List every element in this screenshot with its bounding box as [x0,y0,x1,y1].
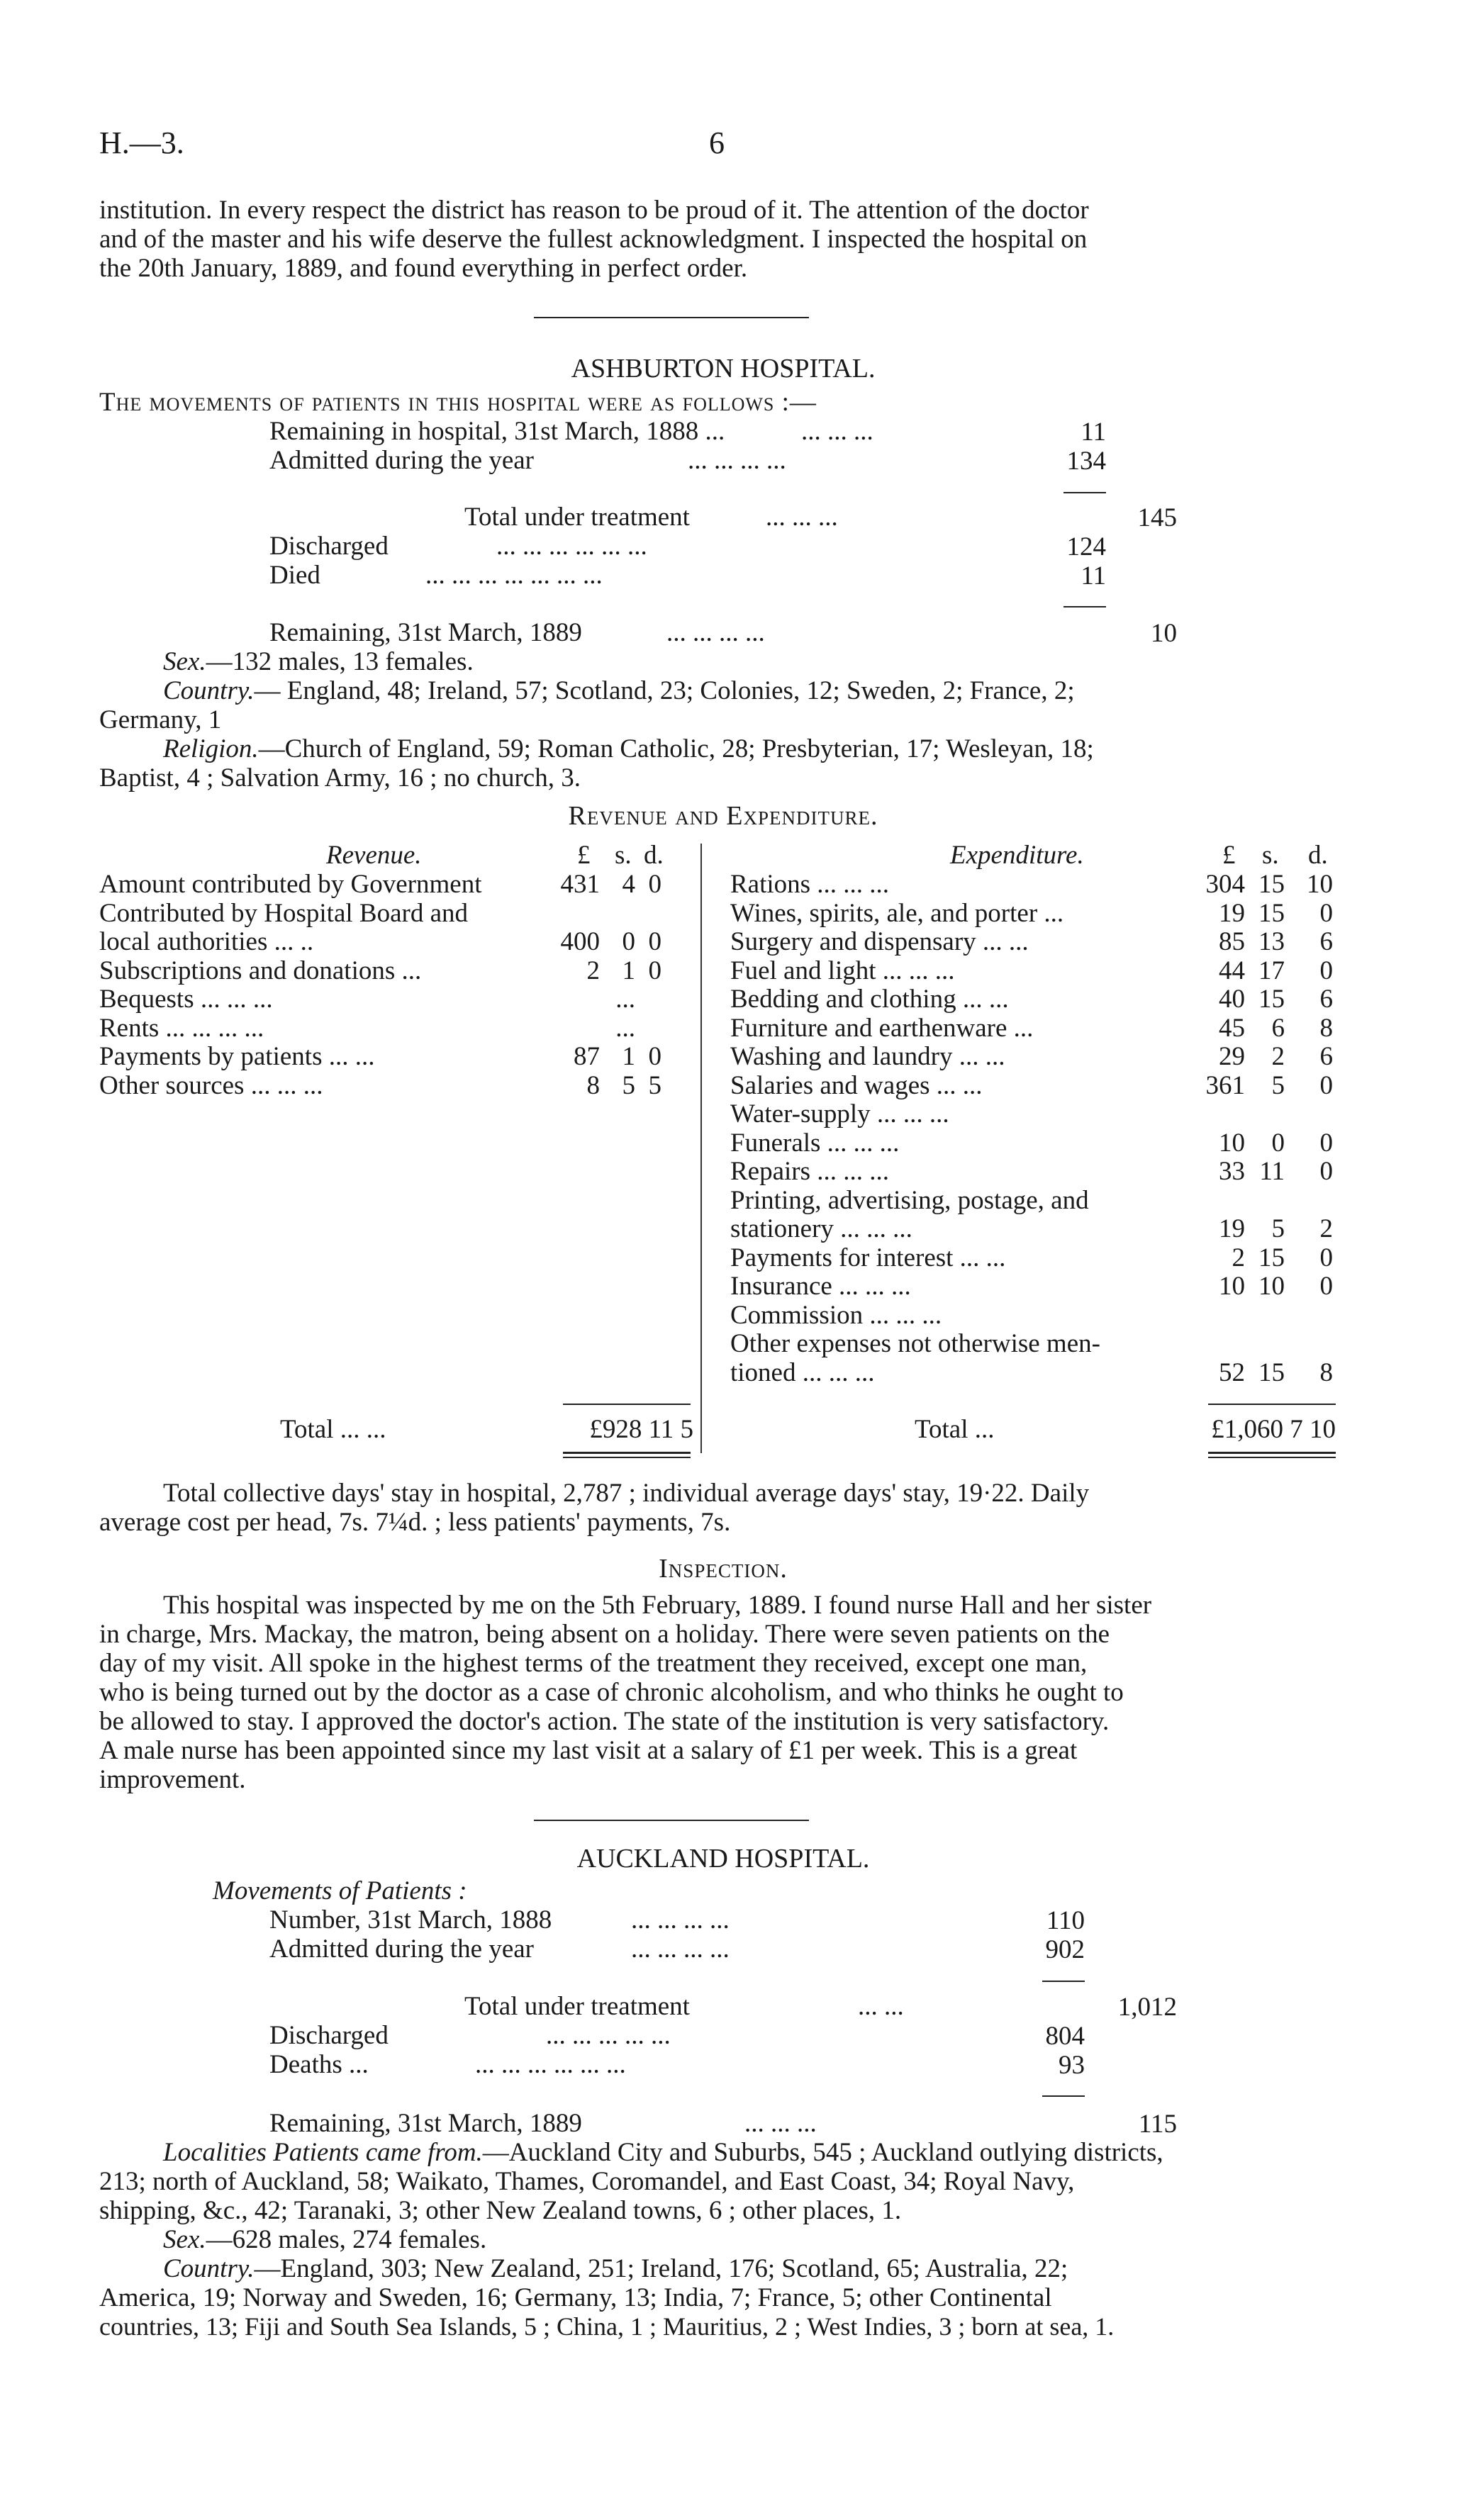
localities-line [99,2138,1347,2167]
country-line [99,2254,1347,2283]
revenue-item-label: Amount contributed by Government [99,870,482,899]
revenue-item-label: Bequests ... ... ... [99,985,273,1014]
religion-text: Baptist, 4 ; Salvation Army, 16 ; no church, 3. [99,763,581,793]
expenditure-item-pounds: 19 [1219,898,1245,928]
movements-intro: The movements of patients in this hospital were as follows :— [99,388,817,417]
revenue-item-pounds: 87 [574,1042,600,1071]
movement-dots: ... ... ... ... [631,1934,730,1964]
expenditure-item-pounds: 10 [1219,1128,1245,1158]
expenditure-item-pounds: 45 [1219,1013,1245,1043]
revenue-item-label: Rents ... ... ... ... [99,1013,264,1043]
intro-line: institution. In every respect the district has reason to be proud of it. The attention of the doctor [99,196,1089,225]
expenditure-item-label: tioned ... ... ... [730,1357,875,1387]
expenditure-item-label: Salaries and wages ... ... [730,1070,983,1100]
remaining-dots: ... ... ... [744,2109,817,2138]
expenditure-item-pounds: 29 [1219,1042,1245,1071]
expenditure-item-shillings: 17 [1258,956,1285,985]
sum-rule [1208,1404,1336,1405]
sum-rule [1063,492,1106,493]
revenue-item-label: Contributed by Hospital Board and [99,898,468,928]
total-dots: ... ... [858,1992,904,2021]
expenditure-item-shillings: 5 [1271,1214,1285,1243]
expenditure-item-label: Bedding and clothing ... ... [730,985,1009,1014]
revenue-heading: Revenue. [326,841,422,870]
rev-exp-title: Revenue and Expenditure. [568,801,878,831]
expenditure-item-label: stationery ... ... ... [730,1214,912,1243]
expenditure-item-pounds: 44 [1219,956,1245,985]
movements-heading: Movements of Patients : [213,1876,467,1905]
expenditure-item-pence: 2 [1319,1214,1333,1243]
movement-dots: ... ... ... ... ... ... ... [425,561,603,590]
revenue-item-pounds: 431 [560,870,600,899]
country-text: America, 19; Norway and Sweden, 16; Germany, 13; India, 7; France, 5; other Continental [99,2283,1052,2312]
expenditure-item-pence: 0 [1319,1128,1333,1158]
expenditure-item-pence: 0 [1319,1157,1333,1186]
days-stay-line: average cost per head, 7s. 7¼d. ; less patients' payments, 7s. [99,1508,731,1537]
expenditure-item-pence: 0 [1319,898,1333,928]
movement-label: Number, 31st March, 1888 [269,1905,552,1934]
expenditure-total-label: Total ... [915,1415,995,1444]
expenditure-item-shillings: 15 [1258,1243,1285,1272]
expenditure-item-label: Rations ... ... ... [730,870,890,899]
document-code: H.—3. [99,125,184,160]
movement-value: 11 [1081,561,1106,590]
movement-dots: ... ... ... ... ... ... [496,532,647,561]
localities-label: Localities Patients came from. [163,2138,483,2167]
sum-rule [563,1404,691,1405]
country-line [99,676,1347,705]
expenditure-item-label: Printing, advertising, postage, and [730,1185,1089,1215]
expenditure-item-label: Surgery and dispensary ... ... [730,927,1029,956]
expenditure-item-label: Wines, spirits, ale, and porter ... [730,898,1064,928]
inspection-title: Inspection. [659,1554,788,1584]
expenditure-item-label: Water-supply ... ... ... [730,1099,949,1129]
intro-line: and of the master and his wife deserve the fullest acknowledgment. I inspected the hospital on [99,225,1088,254]
expenditure-item-pence: 8 [1319,1357,1333,1387]
movement-dots: ... ... ... ... [631,1905,730,1934]
movement-value: 134 [1066,447,1106,476]
country-text: —England, 303; New Zealand, 251; Ireland, 176; Scotland, 65; Australia, 22; [254,2254,1068,2283]
expenditure-item-pence: 6 [1319,985,1333,1014]
sex-line [163,647,474,676]
section-divider [534,317,809,318]
col-pounds: £ [1222,841,1236,870]
movement-label: Remaining in hospital, 31st March, 1888 ... [269,417,725,446]
movement-value: 11 [1081,418,1106,447]
expenditure-item-pence: 0 [1319,1243,1333,1272]
expenditure-item-shillings: 0 [1271,1128,1285,1158]
section-title: AUCKLAND HOSPITAL. [576,1844,870,1874]
country-text: Germany, 1 [99,705,222,734]
inspection-line: be allowed to stay. I approved the doctor's action. The state of the institution is very satisfactory. [99,1707,1110,1736]
inspection-line: day of my visit. All spoke in the highest terms of the treatment they received, except one man, [99,1649,1088,1678]
revenue-item-label: Other sources ... ... ... [99,1070,323,1100]
expenditure-item-label: Payments for interest ... ... [730,1243,1006,1272]
col-pounds: £ [577,841,591,870]
expenditure-item-shillings: 5 [1271,1070,1285,1100]
expenditure-item-pence: 8 [1319,1013,1333,1043]
expenditure-item-shillings: 15 [1258,985,1285,1014]
sum-rule [1063,606,1106,607]
revenue-item-label: local authorities ... .. [99,927,314,956]
revenue-item-shillings: ... [615,985,635,1014]
document-page [99,0,1347,2520]
movement-label: Died [269,561,320,590]
expenditure-item-shillings: 15 [1258,870,1285,899]
expenditure-item-pounds: 40 [1219,985,1245,1014]
revenue-item-pounds: 2 [586,956,600,985]
expenditure-item-shillings: 2 [1271,1042,1285,1071]
section-title: ASHBURTON HOSPITAL. [571,354,876,383]
col-pence: d. [1308,841,1328,870]
movement-value: 93 [1059,2051,1085,2080]
expenditure-total: £1,060 7 10 [1211,1415,1336,1444]
intro-line: the 20th January, 1889, and found everything in perfect order. [99,254,748,283]
revenue-item-shillings: ... [615,1013,635,1043]
expenditure-item-label: Fuel and light ... ... ... [730,956,955,985]
localities-text: shipping, &c., 42; Taranaki, 3; other New Zealand towns, 6 ; other places, 1. [99,2196,902,2225]
expenditure-item-pence: 6 [1319,927,1333,956]
revenue-item-shillings: 5 [622,1070,635,1100]
sex-label: Sex. [163,647,206,676]
religion-line [99,734,1347,763]
revenue-item-label: Payments by patients ... ... [99,1042,375,1071]
movement-label: Deaths ... [269,2050,369,2079]
religion-label: Religion. [163,734,259,763]
sex-text: —132 males, 13 females. [206,647,474,676]
movement-value: 110 [1046,1906,1085,1935]
expenditure-item-shillings: 6 [1271,1013,1285,1043]
revenue-item-shillings: 4 [622,870,635,899]
expenditure-item-shillings: 13 [1258,927,1285,956]
double-rule [563,1457,691,1458]
expenditure-item-shillings: 15 [1258,898,1285,928]
remaining-label: Remaining, 31st March, 1889 [269,2109,582,2138]
expenditure-item-pounds: 304 [1205,870,1245,899]
expenditure-item-label: Commission ... ... ... [730,1300,942,1330]
expenditure-item-pounds: 85 [1219,927,1245,956]
column-divider [700,844,702,1453]
revenue-total: £928 11 5 [589,1415,693,1444]
localities-text: 213; north of Auckland, 58; Waikato, Thames, Coromandel, and East Coast, 34; Royal Navy, [99,2167,1075,2196]
expenditure-item-pounds: 19 [1219,1214,1245,1243]
movement-dots: ... ... ... ... [688,446,786,475]
revenue-item-pence: 0 [648,870,661,899]
expenditure-item-label: Washing and laundry ... ... [730,1042,1005,1071]
movement-label: Discharged [269,2021,389,2050]
remaining-value: 10 [1151,619,1177,648]
expenditure-item-pounds: 10 [1219,1272,1245,1301]
expenditure-item-shillings: 15 [1258,1357,1285,1387]
expenditure-item-pence: 6 [1319,1042,1333,1071]
country-text: — England, 48; Ireland, 57; Scotland, 23; Colonies, 12; Sweden, 2; France, 2; [254,676,1075,705]
country-text: countries, 13; Fiji and South Sea Islands, 5 ; China, 1 ; Mauritius, 2 ; West Indies, 3 ; born at sea, 1. [99,2312,1115,2341]
inspection-line: A male nurse has been appointed since my last visit at a salary of £1 per week. This is a great [99,1736,1078,1765]
sex-line [163,2225,486,2254]
remaining-label: Remaining, 31st March, 1889 [269,618,582,647]
country-label: Country. [163,676,255,705]
expenditure-item-pounds: 33 [1219,1157,1245,1186]
movement-dots: ... ... ... [801,417,873,446]
expenditure-item-pence: 0 [1319,956,1333,985]
country-label: Country. [163,2254,255,2283]
revenue-item-pence: 5 [648,1070,661,1100]
expenditure-item-label: Funerals ... ... ... [730,1128,900,1158]
double-rule [1208,1452,1336,1454]
revenue-item-pence: 0 [648,956,661,985]
col-pence: d. [644,841,664,870]
section-divider [534,1820,809,1821]
movement-label: Admitted during the year [269,1934,534,1964]
total-value: 145 [1137,503,1177,532]
sex-text: —628 males, 274 females. [206,2225,487,2254]
double-rule [1208,1457,1336,1458]
revenue-item-shillings: 1 [622,956,635,985]
revenue-item-label: Subscriptions and donations ... [99,956,422,985]
movement-value: 124 [1066,532,1106,561]
expenditure-item-label: Furniture and earthenware ... [730,1013,1034,1043]
inspection-line: improvement. [99,1765,246,1794]
total-dots: ... ... ... [766,503,838,532]
total-label: Total under treatment [464,503,690,532]
localities-text: —Auckland City and Suburbs, 545 ; Auckland outlying districts, [482,2138,1163,2167]
movement-dots: ... ... ... ... ... ... [475,2050,626,2079]
revenue-item-pounds: 8 [586,1070,600,1100]
expenditure-item-label: Other expenses not otherwise men- [730,1329,1100,1358]
expenditure-item-pence: 0 [1319,1070,1333,1100]
expenditure-item-label: Insurance ... ... ... [730,1272,911,1301]
revenue-item-pence: 0 [648,927,661,956]
revenue-item-shillings: 1 [622,1042,635,1071]
expenditure-item-shillings: 11 [1259,1157,1285,1186]
sum-rule [1042,1981,1085,1982]
movement-value: 902 [1045,1935,1085,1964]
expenditure-item-label: Repairs ... ... ... [730,1157,890,1186]
movement-label: Admitted during the year [269,446,534,475]
remaining-dots: ... ... ... ... [666,618,765,647]
col-shillings: s. [1262,841,1279,870]
movement-label: Discharged [269,532,389,561]
expenditure-item-pounds: 361 [1205,1070,1245,1100]
total-value: 1,012 [1117,1993,1177,2022]
expenditure-item-pounds: 2 [1232,1243,1245,1272]
revenue-item-pounds: 400 [560,927,600,956]
sex-label: Sex. [163,2225,206,2254]
double-rule [563,1452,691,1454]
inspection-line: This hospital was inspected by me on the 5th February, 1889. I found nurse Hall and her sister [163,1591,1152,1620]
remaining-value: 115 [1138,2110,1177,2139]
movement-value: 804 [1045,2022,1085,2051]
expenditure-item-pence: 10 [1307,870,1333,899]
total-label: Total under treatment [464,1992,690,2021]
inspection-line: in charge, Mrs. Mackay, the matron, being absent on a holiday. There were seven patients on the [99,1620,1110,1649]
sum-rule [1042,2095,1085,2097]
expenditure-heading: Expenditure. [950,841,1084,870]
days-stay-line: Total collective days' stay in hospital, 2,787 ; individual average days' stay, 19·22. Daily [163,1479,1090,1508]
movement-dots: ... ... ... ... ... [546,2021,671,2050]
expenditure-item-shillings: 10 [1258,1272,1285,1301]
revenue-item-pence: 0 [648,1042,661,1071]
expenditure-item-pence: 0 [1319,1272,1333,1301]
page-number: 6 [709,125,725,160]
revenue-total-label: Total ... ... [280,1415,386,1444]
inspection-line: who is being turned out by the doctor as a case of chronic alcoholism, and who thinks he ought to [99,1678,1124,1707]
revenue-item-shillings: 0 [622,927,635,956]
religion-text: —Church of England, 59; Roman Catholic, 28; Presbyterian, 17; Wesleyan, 18; [258,734,1094,763]
expenditure-item-pounds: 52 [1219,1357,1245,1387]
col-shillings: s. [615,841,632,870]
